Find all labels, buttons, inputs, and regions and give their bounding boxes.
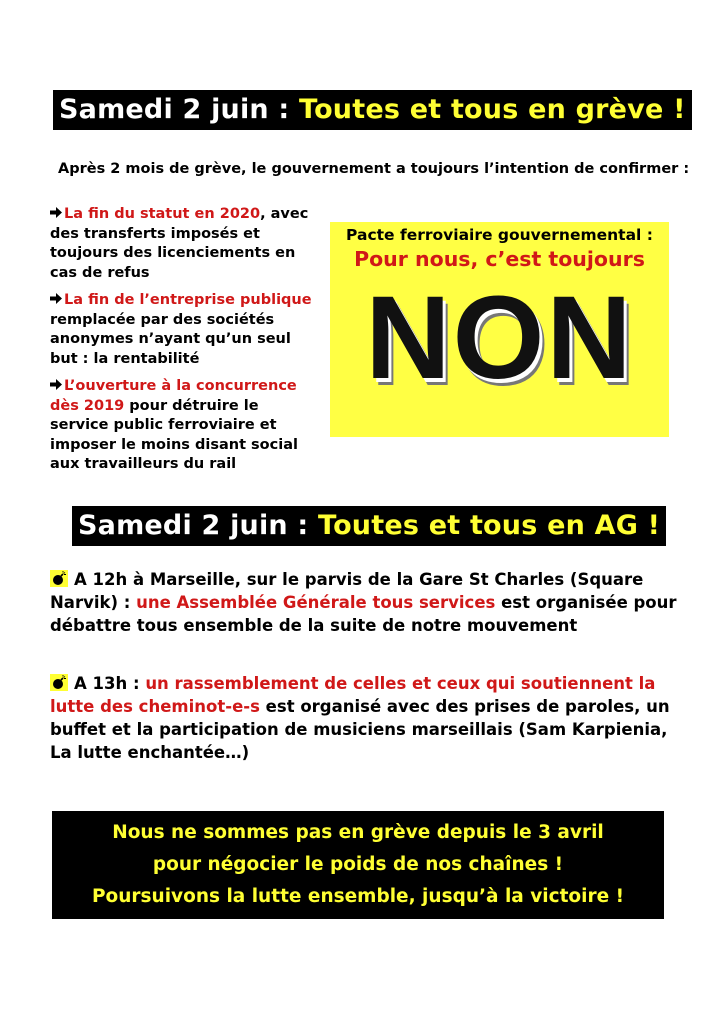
- title-banner-ag: [72, 506, 666, 546]
- arrow-right-icon: [50, 291, 64, 311]
- title-banner-greve: [53, 90, 692, 130]
- footer-box: [52, 811, 664, 919]
- bomb-icon: [50, 674, 68, 691]
- paragraph-assemblee: A 12h à Marseille, sur le parvis de la Gare St Charles (Square Narvik) : une Assemblée Générale tous services est organisée pour débattre tous ensemble de la suite de notre mouvement: [50, 570, 677, 635]
- non-box-red-line: Pour nous, c’est toujours: [354, 247, 645, 271]
- intro-text: Après 2 mois de grève, le gouvernement a toujours l’intention de confirmer :: [58, 161, 690, 177]
- banner-date: Samedi 2 juin :: [59, 94, 300, 125]
- banner-headline: Toutes et tous en grève !: [299, 94, 686, 125]
- arrow-right-icon: [50, 377, 64, 397]
- banner-headline: Toutes et tous en AG !: [318, 510, 661, 541]
- list-item: La fin de l’entreprise publique remplacée par des sociétés anonymes n’ayant qu’un seul but : la rentabilité: [50, 292, 312, 367]
- non-big-text: NON: [365, 272, 634, 404]
- paragraph-rassemblement: A 13h : un rassemblement de celles et ceux qui soutiennent la lutte des cheminot-e-s est organisé avec des prises de paroles, un buffet et la participation de musiciens marseillais (Sam Karpienia, La lutte enchantée…): [50, 674, 670, 762]
- footer-line: pour négocier le poids de nos chaînes !: [152, 854, 564, 875]
- bomb-icon: [50, 570, 68, 587]
- list-item: La fin du statut en 2020, avec des transferts imposés et toujours des licenciements en cas de refus: [50, 206, 309, 281]
- list-item: L’ouverture à la concurrence dès 2019 pour détruire le service public ferroviaire et imposer le moins disant social aux travailleurs du rail: [50, 378, 298, 472]
- banner-date: Samedi 2 juin :: [78, 510, 319, 541]
- bullet-list: [50, 205, 320, 483]
- non-box-subtitle: Pacte ferroviaire gouvernemental :: [346, 226, 653, 244]
- arrow-right-icon: [50, 205, 64, 225]
- non-box: [330, 222, 669, 437]
- footer-line: Poursuivons la lutte ensemble, jusqu’à la victoire !: [91, 886, 625, 907]
- footer-line: Nous ne sommes pas en grève depuis le 3 avril: [112, 822, 604, 843]
